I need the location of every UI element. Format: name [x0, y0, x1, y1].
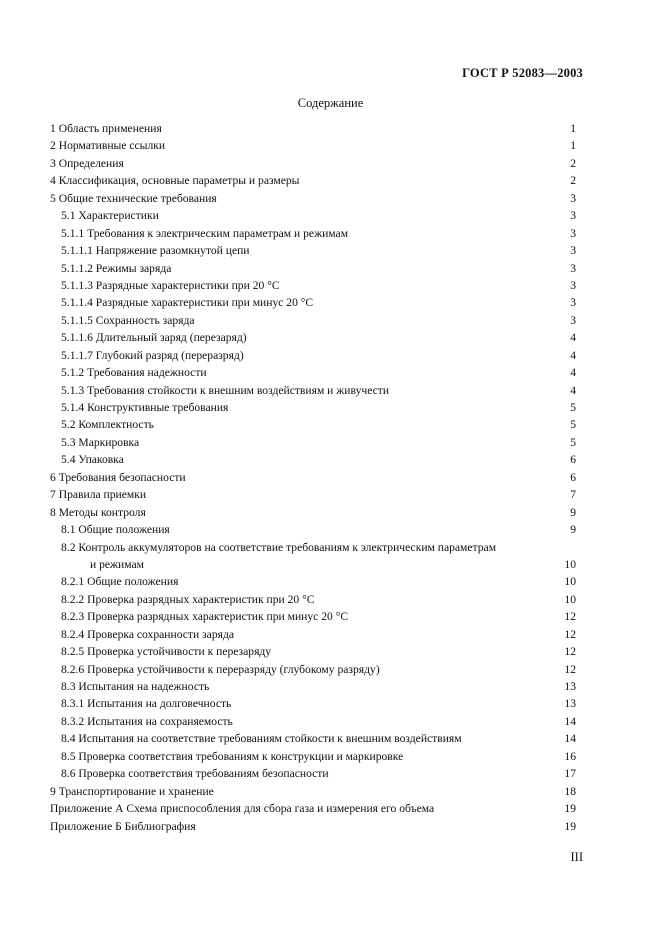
toc-entry-page: 19 — [564, 819, 576, 833]
toc-entry-title: 8 Методы контроля — [50, 505, 146, 519]
toc-entry-page: 3 — [570, 313, 576, 327]
toc-entry-page: 13 — [564, 697, 576, 711]
toc-entry-page: 5 — [570, 435, 576, 449]
toc-entry-title: 8.2.1 Общие положения — [61, 575, 179, 589]
toc-entry-page: 9 — [570, 523, 576, 537]
toc-entry[interactable] — [50, 504, 576, 521]
toc-entry[interactable] — [50, 695, 576, 712]
toc-entry[interactable] — [50, 207, 576, 224]
toc-entry-page: 6 — [570, 470, 576, 484]
toc-entry-page: 3 — [570, 226, 576, 240]
page-number: III — [570, 850, 583, 864]
toc-entry-title: Приложение Б Библиография — [50, 819, 196, 833]
toc-entry-page: 3 — [570, 261, 576, 275]
toc-entry-title: 5 Общие технические требования — [50, 191, 217, 205]
toc-entry-page: 14 — [564, 714, 576, 728]
toc-entry[interactable] — [50, 434, 576, 451]
toc-entry-title: 8.1 Общие положения — [61, 523, 170, 537]
toc-entry-title: 8.2.5 Проверка устойчивости к перезаряду — [61, 645, 272, 659]
toc-entry-continuation[interactable] — [50, 556, 576, 573]
toc-entry[interactable] — [50, 521, 576, 538]
toc-entry[interactable] — [50, 748, 576, 765]
toc-entry[interactable] — [50, 800, 576, 817]
toc-entry[interactable] — [50, 451, 576, 468]
toc-entry-title: 4 Классификация, основные параметры и размеры — [50, 174, 300, 188]
toc-entry[interactable] — [50, 730, 576, 747]
toc-entry[interactable] — [50, 190, 576, 207]
toc-entry-title: 8.3.2 Испытания на сохраняемость — [61, 714, 233, 728]
toc-entry-title: 8.2.3 Проверка разрядных характеристик при минус 20 °С — [61, 610, 349, 624]
toc-entry-page: 18 — [564, 784, 576, 798]
toc-entry-title: 5.4 Упаковка — [61, 453, 124, 467]
toc-entry[interactable] — [50, 713, 576, 730]
toc-entry[interactable] — [50, 242, 576, 259]
toc-entry-title-continued: и режимам — [90, 557, 145, 571]
toc-entry-page: 1 — [570, 122, 576, 135]
toc-entry[interactable] — [50, 172, 576, 189]
toc-entry[interactable] — [50, 312, 576, 329]
toc-entry-title: 8.2 Контроль аккумуляторов на соответствие требованиям к электрическим параметрам — [61, 540, 497, 554]
toc-entry[interactable] — [50, 294, 576, 311]
toc-entry-title: 8.3.1 Испытания на долговечность — [61, 697, 232, 711]
toc-entry-page: 9 — [570, 505, 576, 519]
toc-entry[interactable] — [50, 591, 576, 608]
toc-entry-page: 16 — [564, 749, 576, 763]
toc-entry-page: 5 — [570, 418, 576, 432]
toc-entry-page: 3 — [570, 209, 576, 223]
toc-entry-page: 12 — [564, 645, 576, 659]
toc-entry-title: 5.1.1.3 Разрядные характеристики при 20 °С — [61, 278, 280, 292]
toc-entry-title: 5.1.1.4 Разрядные характеристики при минус 20 °С — [61, 296, 314, 310]
toc-entry[interactable] — [50, 818, 576, 835]
toc-entry-title: 5.1.1.7 Глубокий разряд (переразряд) — [61, 348, 244, 362]
toc-entry-title: 3 Определения — [50, 156, 124, 170]
toc-entry[interactable] — [50, 469, 576, 486]
toc-entry-page: 13 — [564, 680, 576, 693]
toc-entry[interactable] — [50, 225, 576, 242]
toc-entry[interactable] — [50, 416, 576, 433]
toc-entry-page: 10 — [564, 557, 576, 571]
toc-entry-page: 2 — [570, 174, 576, 188]
toc-entry[interactable] — [50, 661, 576, 678]
toc-entry-title: 5.1.2 Требования надежности — [61, 366, 207, 380]
toc-entry-title: 8.3 Испытания на надежность — [61, 680, 210, 693]
toc-entry[interactable] — [50, 765, 576, 782]
toc-entry[interactable] — [50, 155, 576, 172]
toc-entry[interactable] — [50, 626, 576, 643]
toc-entry-page: 12 — [564, 662, 576, 676]
toc-entry[interactable] — [50, 783, 576, 800]
toc-entry-title: 5.1.1.1 Напряжение разомкнутой цепи — [61, 244, 250, 258]
toc-entry[interactable] — [50, 277, 576, 294]
toc-entry-title: 8.2.2 Проверка разрядных характеристик при 20 °С — [61, 592, 315, 606]
toc-entry-title: 8.4 Испытания на соответствие требованиям стойкости к внешним воздействиям — [61, 732, 462, 746]
toc-entry-page: 10 — [564, 575, 576, 589]
toc-entry[interactable] — [50, 329, 576, 346]
toc-entry-page: 4 — [570, 348, 576, 362]
toc-entry[interactable] — [50, 486, 576, 503]
toc-entry-page: 2 — [570, 156, 576, 170]
toc-entry-page: 12 — [564, 610, 576, 624]
toc-entry-title: 5.1.3 Требования стойкости к внешним воздействиям и живучести — [61, 383, 390, 397]
toc-entry[interactable] — [50, 643, 576, 660]
toc-entry[interactable] — [50, 260, 576, 277]
toc-entry[interactable] — [50, 678, 576, 695]
toc-entry-page: 17 — [564, 767, 576, 781]
toc-entry-page: 10 — [564, 592, 576, 606]
toc-entry-title: 5.1.1 Требования к электрическим параметрам и режимам — [61, 226, 349, 240]
toc-entry-page: 1 — [570, 139, 576, 153]
toc-entry-page: 5 — [570, 401, 576, 414]
toc-entry-title: Приложение А Схема приспособления для сбора газа и измерения его объема — [50, 802, 435, 816]
toc-entry-title: 8.2.4 Проверка сохранности заряда — [61, 627, 235, 641]
toc-entry[interactable] — [50, 573, 576, 590]
toc-entry-title: 1 Область применения — [50, 122, 162, 135]
toc-entry-title: 8.5 Проверка соответствия требованиям к конструкции и маркировке — [61, 749, 404, 763]
toc-entry[interactable] — [50, 539, 576, 556]
toc-entry[interactable] — [50, 137, 576, 154]
toc-entry-title: 5.3 Маркировка — [61, 435, 140, 449]
toc-entry-title: 5.1 Характеристики — [61, 209, 159, 223]
toc-entry-page: 4 — [570, 366, 576, 380]
toc-entry-page: 3 — [570, 296, 576, 310]
toc-entry-page: 14 — [564, 732, 576, 746]
toc-entry[interactable] — [50, 120, 576, 137]
toc-entry-title: 5.1.4 Конструктивные требования — [61, 401, 229, 414]
toc-entry-title: 8.6 Проверка соответствия требованиям безопасности — [61, 767, 329, 781]
toc-entry[interactable] — [50, 399, 576, 416]
toc-entry-title: 2 Нормативные ссылки — [50, 139, 166, 153]
toc-entry-title: 5.1.1.5 Сохранность заряда — [61, 313, 195, 327]
toc-entry-title: 6 Требования безопасности — [50, 470, 186, 484]
page-title: Содержание — [297, 96, 364, 110]
toc-entry-page: 4 — [570, 383, 576, 397]
toc-entry-title: 5.1.1.6 Длительный заряд (перезаряд) — [61, 331, 247, 345]
table-of-contents — [50, 120, 576, 835]
toc-entry-page: 12 — [564, 627, 576, 641]
toc-entry-title: 8.2.6 Проверка устойчивости к переразряду (глубокому разряду) — [61, 662, 380, 676]
standard-header: ГОСТ Р 52083—2003 — [462, 66, 583, 80]
toc-entry-page: 7 — [570, 488, 576, 502]
toc-entry[interactable] — [50, 347, 576, 364]
toc-entry-page: 3 — [570, 278, 576, 292]
toc-entry[interactable] — [50, 382, 576, 399]
toc-entry-title: 7 Правила приемки — [50, 488, 147, 502]
toc-entry-title: 5.1.1.2 Режимы заряда — [61, 261, 172, 275]
toc-entry-title: 5.2 Комплектность — [61, 418, 154, 432]
toc-entry-page: 6 — [570, 453, 576, 467]
toc-entry[interactable] — [50, 364, 576, 381]
toc-entry[interactable] — [50, 608, 576, 625]
toc-entry-page: 4 — [570, 331, 576, 345]
toc-entry-title: 9 Транспортирование и хранение — [50, 784, 214, 798]
toc-entry-page: 3 — [570, 191, 576, 205]
toc-entry-page: 3 — [570, 244, 576, 258]
toc-entry-page: 19 — [564, 802, 576, 816]
